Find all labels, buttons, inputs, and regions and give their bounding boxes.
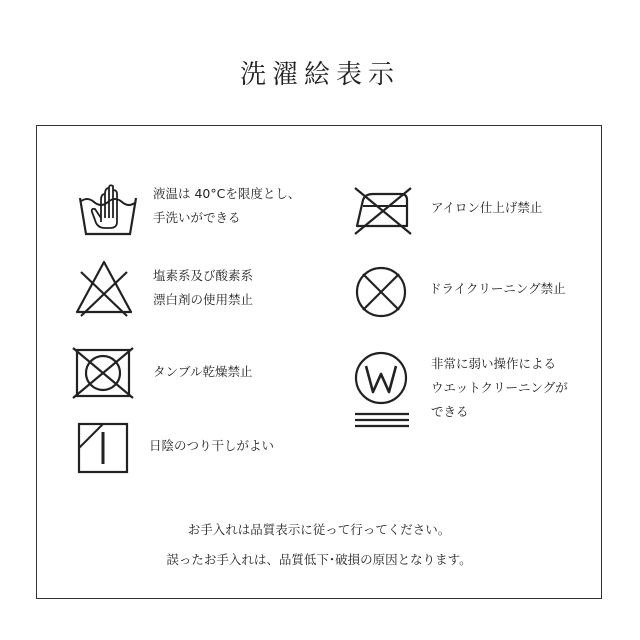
no-bleach-item [73,258,253,318]
no-tumble-item [71,346,253,400]
hand-wash-item [77,178,300,240]
care-symbols-panel [36,125,602,599]
no-tumble-dry-icon [71,346,135,400]
wet-clean-item [351,348,568,432]
hand-wash-label: 液温は 40°Cを限度とし、 手洗いができる [153,186,301,225]
care-note-line2: 誤ったお手入れは、品質低下･破損の原因となります。 [166,552,472,567]
shade-dry-label: 日陰のつり干しがよい [149,438,275,453]
no-dry-clean-item [351,263,566,321]
no-tumble-label: タンブル乾燥禁止 [153,364,253,379]
care-note-line1: お手入れは品質表示に従って行ってください。 [187,522,451,537]
no-iron-label: アイロン仕上げ禁止 [431,200,543,215]
wet-clean-label: 非常に弱い操作による ウエットクリーニングが できる [431,356,568,419]
page-title: 洗濯絵表示 [239,60,400,90]
shade-dry-item [75,420,274,476]
hand-wash-icon [77,178,139,240]
no-bleach-icon [73,258,135,318]
shade-line-dry-icon [75,420,131,476]
no-iron-icon [349,182,415,238]
no-bleach-label: 塩素系及び酸素系 漂白剤の使用禁止 [153,268,254,307]
no-iron-item [349,182,542,238]
wet-clean-icon [351,348,413,432]
no-dry-clean-label: ドライクリーニング禁止 [429,281,566,296]
no-dry-clean-icon [351,263,411,321]
